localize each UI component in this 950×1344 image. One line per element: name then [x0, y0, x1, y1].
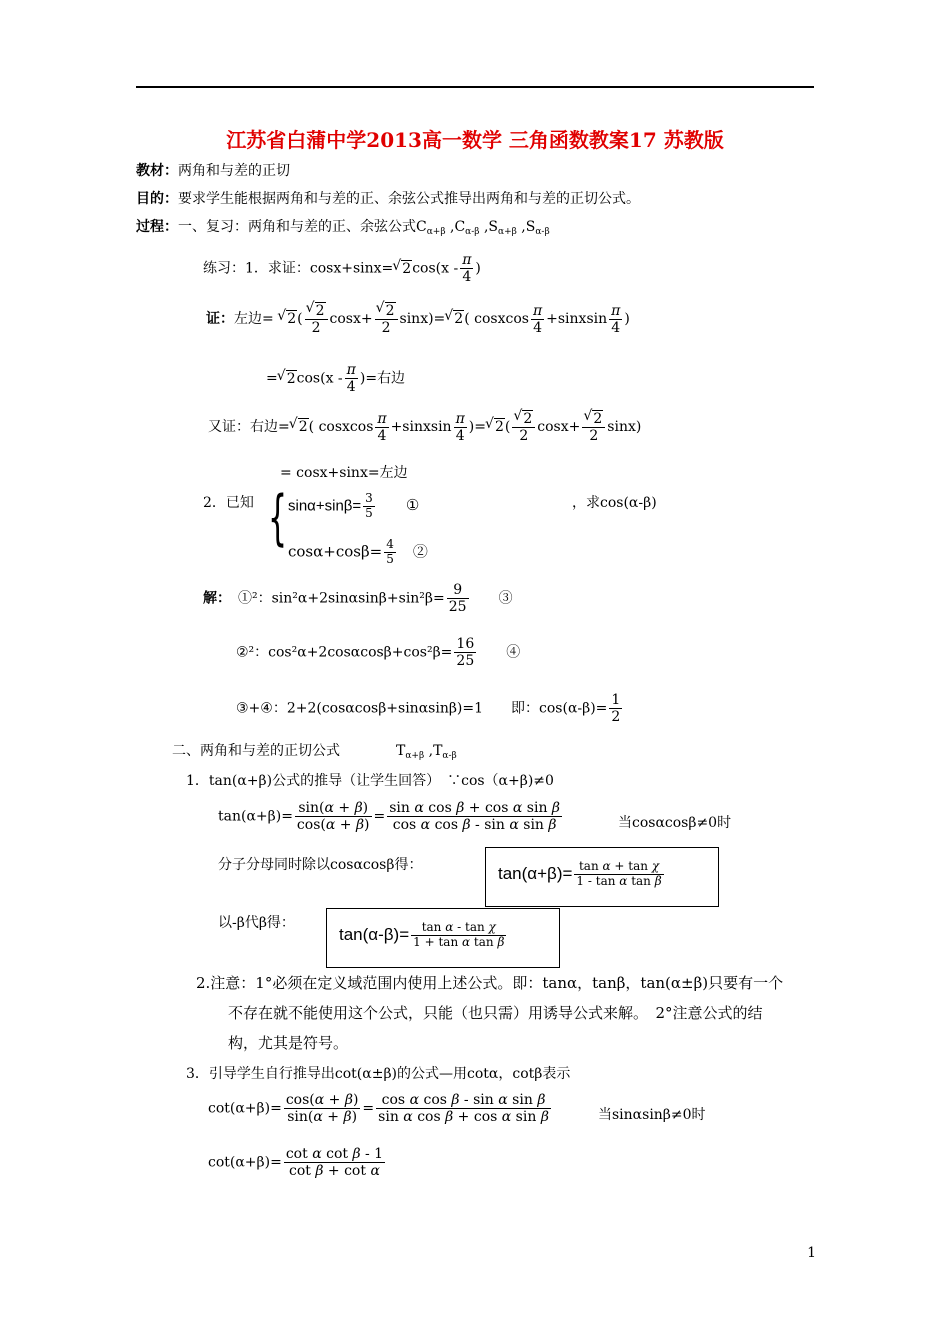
proof-label: 证：	[206, 311, 234, 328]
sub-c-plus: α+β	[426, 227, 446, 237]
sub-s-minus: α-β	[535, 227, 550, 237]
item-3: 3．引导学生自行推导出cot(α±β)的公式—用cotα，cotβ表示	[186, 1066, 571, 1082]
proof-line-1: 证：左边= √ 2( √ $\frac{2}{2}$ cosx+ √ $\frac{2}{2}$ sinx)=√ 2( cosxcos $\frac{\pi}{4}$ +sinxsin $\frac{\pi}{4}$ )	[206, 302, 630, 336]
solution-2-text: ②²：cos²α+2cosαcosβ+cos²β=	[236, 644, 453, 661]
sub-c-minus: α-β	[465, 227, 480, 237]
solution-3-text: ③+④：2+2(cosαcosβ+sinαsinβ)=1 即：cos(α-β)=	[236, 700, 608, 717]
circle-2: ②	[412, 542, 428, 561]
proof-left: 左边=	[234, 311, 274, 328]
page-title: 江苏省白蒲中学2013高一数学 三角函数教案17 苏教版	[226, 128, 724, 152]
exercise-1: 练习：1．求证：cosx+sinx=√ 2cos(x - $\frac{\pi}{4}$ )	[203, 252, 481, 285]
t-symbol: T	[396, 743, 406, 759]
note-line-2: 不存在就不能使用这个公式，只能（也只需）用诱导公式来解。 2°注意公式的结	[228, 1004, 763, 1022]
exercise-2-label: 2．已知	[203, 495, 254, 511]
eq1-text: sinα+sinβ=	[288, 497, 362, 515]
eq2-text: cosα+cosβ=	[288, 542, 383, 561]
process-line: 过程：一、复习：两角和与差的正、余弦公式$C_{\alpha+\beta}$ $,C_{\alpha-\beta}$ $,S_{\alpha+\beta}$ $,S_{\alpha-\beta}$	[136, 219, 550, 237]
goal-line	[136, 188, 640, 208]
sub-s-plus: α+β	[498, 227, 517, 237]
section-2-heading: 二、两角和与差的正切公式 $T_{\alpha+\beta}$ $,T_{\alpha-\beta}$	[172, 743, 457, 761]
material-line	[136, 160, 290, 180]
box1-lhs: tan(α+β)=	[498, 863, 573, 883]
right-side-text: 右边	[377, 370, 406, 387]
system-brace: {	[268, 483, 288, 553]
header-rule	[136, 86, 814, 88]
goal-text: 要求学生能根据两角和与差的正、余弦公式推导出两角和与差的正切公式。	[178, 191, 640, 207]
cot-result: cot(α+β)= $\frac{\text{cot α cot β - 1}}{\text{cot β + cot α}}$	[208, 1146, 384, 1180]
tan-diff-formula: tan(α-β)= $\frac{\text{tan α - tan χ}}{\text{1 + tan α tan β}}$	[339, 920, 505, 949]
tan-derivation: tan(α+β)= $\frac{\sin(\alpha + \beta)}{\cos(\alpha + \beta)}$ = $\frac{\text{sin α cos β + cos α sin β}}{\text{cos α cos β - sin α sin β}}$	[218, 800, 561, 834]
system-eq-1: sinα+sinβ= $\frac{3}{5}$ ①	[288, 491, 420, 520]
note-line-3: 构，尤其是符号。	[228, 1034, 349, 1052]
circle-3: ③	[498, 590, 513, 607]
formula-box-tan-sum	[485, 847, 719, 907]
process-text: 一、复习：两角和与差的正、余弦公式C	[178, 219, 427, 235]
tan-lhs: tan(α+β)=	[218, 808, 293, 825]
solution-line-2: ②²：cos²α+2cosαcosβ+cos²β= $\frac{16}{25}$ ④	[236, 636, 521, 670]
circle-1: ①	[405, 496, 420, 515]
solution-1-text: ①²：sin²α+2sinαsinβ+sin²β=	[238, 590, 445, 607]
divide-text: 分子分母同时除以cosαcosβ得：	[218, 857, 423, 873]
solution-line-3: ③+④：2+2(cosαcosβ+sinαsinβ)=1 即：cos(α-β)= $\frac{1}{2}$	[236, 692, 621, 726]
section-2-text: 二、两角和与差的正切公式	[172, 743, 340, 759]
tan-sum-formula: tan(α+β)= $\frac{\text{tan α + tan χ}}{\text{1 - tan α tan β}}$	[498, 859, 662, 888]
alt-proof-result: = cosx+sinx=左边	[280, 465, 408, 481]
process-label: 过程：	[136, 219, 178, 235]
material-label: 教材：	[136, 163, 178, 179]
solution-label: 解：	[203, 590, 224, 607]
note-line-1: 2.注意：1°必须在定义域范围内使用上述公式。即：tanα，tanβ，tan(α±β)只要有一个	[196, 974, 784, 992]
alt-proof-label: 又证：右边=	[208, 419, 290, 436]
exercise-1-text: 练习：1．求证：cosx+sinx=	[203, 260, 394, 277]
solution-line-1: 解： ①²：sin²α+2sinαsinβ+sin²β= $\frac{9}{25}$ ③	[203, 582, 513, 616]
goal-label: 目的：	[136, 191, 178, 207]
cot-lhs: cot(α+β)=	[208, 1100, 282, 1117]
formula-box-tan-diff	[326, 908, 560, 968]
condition-2: 当sinαsinβ≠0时	[598, 1107, 706, 1123]
circle-4: ④	[506, 644, 521, 661]
condition-1: 当cosαcosβ≠0时	[618, 815, 732, 831]
exercise-2-ask: ，求cos(α-β)	[572, 495, 657, 511]
alt-proof-line: 又证：右边=√ 2( cosxcos $\frac{\pi}{4}$ +sinxsin $\frac{\pi}{4}$ )=√ 2( √ $\frac{2}{2}$ cosx+ √ $\frac{2}{2}$ sinx)	[208, 410, 641, 444]
item-1: 1．tan(α+β)公式的推导（让学生回答） ∵cos（α+β)≠0	[186, 773, 554, 789]
cot-derivation: cot(α+β)= $\frac{\cos(\alpha + \beta)}{\sin(\alpha + \beta)}$ = $\frac{\text{cos α cos β - sin α sin β}}{\text{sin α cos β + cos α sin β}}$	[208, 1092, 549, 1126]
material-text: 两角和与差的正切	[178, 163, 290, 179]
system-eq-2: cosα+cosβ= $\frac{4}{5}$ ②	[288, 537, 428, 566]
proof-line-2: =√ 2cos(x - $\frac{\pi}{4}$ )=右边	[266, 362, 405, 395]
box2-lhs: tan(α-β)=	[339, 924, 410, 944]
substitute-text: 以-β代β得：	[218, 915, 295, 931]
page-number: 1	[807, 1245, 816, 1261]
